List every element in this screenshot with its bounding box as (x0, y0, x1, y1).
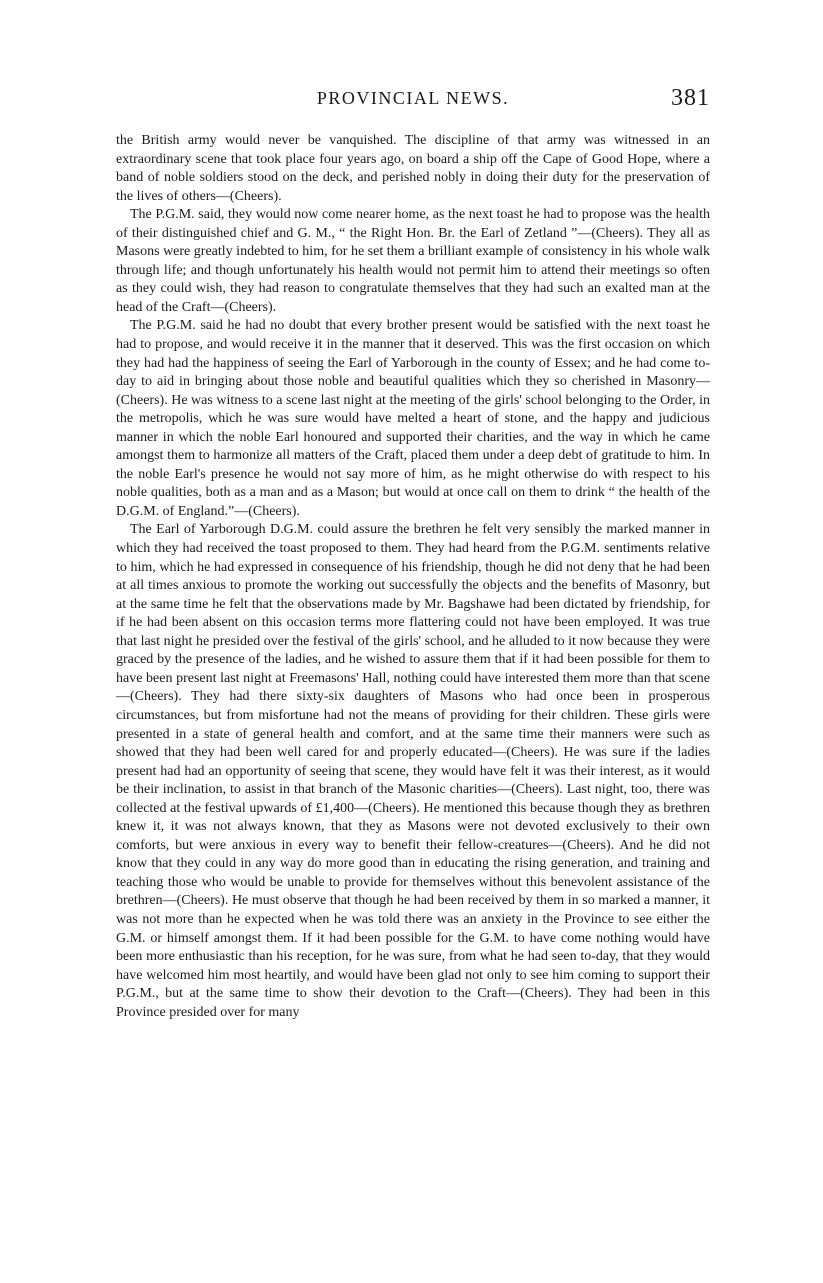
article-body (116, 132, 710, 1022)
page (116, 85, 710, 1022)
running-header (116, 85, 710, 118)
paragraph: The Earl of Yarborough D.G.M. could assure the brethren he felt very sensibly the marked manner in which they had received the toast proposed to them. They had heard from the P.G.M. sentiments relative to him, which he had expressed in consequence of his friendship, though he did not deny that he had been at all times anxious to promote the working out successfully the objects and the benefits of Masonry, but at the same time he felt that the observations made by Mr. Bagshawe had been dictated by friendship, for if he had been absent on this occasion terms more flattering could not have been employed. It was true that last night he presided over the festival of the girls' school, and he alluded to it now because they were graced by the presence of the ladies, and he wished to assure them that if it had been possible for them to have been present last night at Freemasons' Hall, nothing could have interested them more than that scene—(Cheers). They had there sixty-six daughters of Masons who had once been in prosperous circumstances, but from misfortune had not the means of providing for their children. These girls were presented in a state of general health and comfort, and at the same time their manners were such as showed that they had been well cared for and properly educated—(Cheers). He was sure if the ladies present had had an opportunity of seeing that scene, they would have felt it was their interest, as it would be their inclination, to assist in that branch of the Masonic charities—(Cheers). Last night, too, there was collected at the festival upwards of £1,400—(Cheers). He mentioned this because though they as brethren knew it, it was not always known, that they as Masons were not devoted exclusively to their own comforts, but were anxious in every way to benefit their fellow-creatures—(Cheers). And he did not know that they could in any way do more good than in educating the rising generation, and training and teaching those who would be unable to provide for themselves without this benevolent assistance of the brethren—(Cheers). He must observe that though he had been received by them in so marked a manner, it was not more than he expected when he was told there was an anxiety in the Province to see either the G.M. or himself amongst them. If it had been possible for the G.M. to have come nothing would have been more enthusiastic than his reception, for he was sure, from what he had seen to-day, that they would have welcomed him most heartily, and would have been glad not only to see him coming to support their P.G.M., but at the same time to show their devotion to the Craft—(Cheers). They had been in this Province presided over for many (116, 522, 710, 1020)
paragraph-continued: the British army would never be vanquished. The discipline of that army was witnessed in an extraordinary scene that took place four years ago, on board a ship off the Cape of Good Hope, where a band of noble soldiers stood on the deck, and perished nobly in doing their duty for the preservation of the lives of others—(Cheers). (116, 133, 710, 204)
page-number: 381 (671, 85, 710, 111)
paragraph: The P.G.M. said, they would now come nearer home, as the next toast he had to propose was the health of their distinguished chief and G. M., “ the Right Hon. Br. the Earl of Zetland ”—(Cheers). They all as Masons were greatly indebted to him, for he set them a brilliant example of consistency in his whole walk through life; and though unfortunately his health would not permit him to attend their meetings so often as they could wish, they had reason to congratulate themselves that they had such an exalted man at the head of the Craft—(Cheers). (116, 207, 710, 315)
paragraph: The P.G.M. said he had no doubt that every brother present would be satisfied with the next toast he had to propose, and would receive it in the manner that it deserved. This was the first occasion on which they had had the happiness of seeing the Earl of Yarborough in the county of Essex; and he had come to-day to aid in bringing about those noble and beautiful qualities which they so cherished in Masonry—(Cheers). He was witness to a scene last night at the meeting of the girls' school belonging to the Order, in the metropolis, which he was sure would have melted a heart of stone, and the happy and judicious manner in which the noble Earl honoured and supported their charities, and the way in which he came amongst them to harmonize all matters of the Craft, placed them under a deep debt of gratitude to him. In the noble Earl's presence he would not say more of him, as he might otherwise do with respect to his noble qualities, both as a man and as a Mason; but would at once call on them to drink “ the health of the D.G.M. of England.”—(Cheers). (116, 318, 710, 519)
running-title: PROVINCIAL NEWS. (316, 88, 510, 108)
